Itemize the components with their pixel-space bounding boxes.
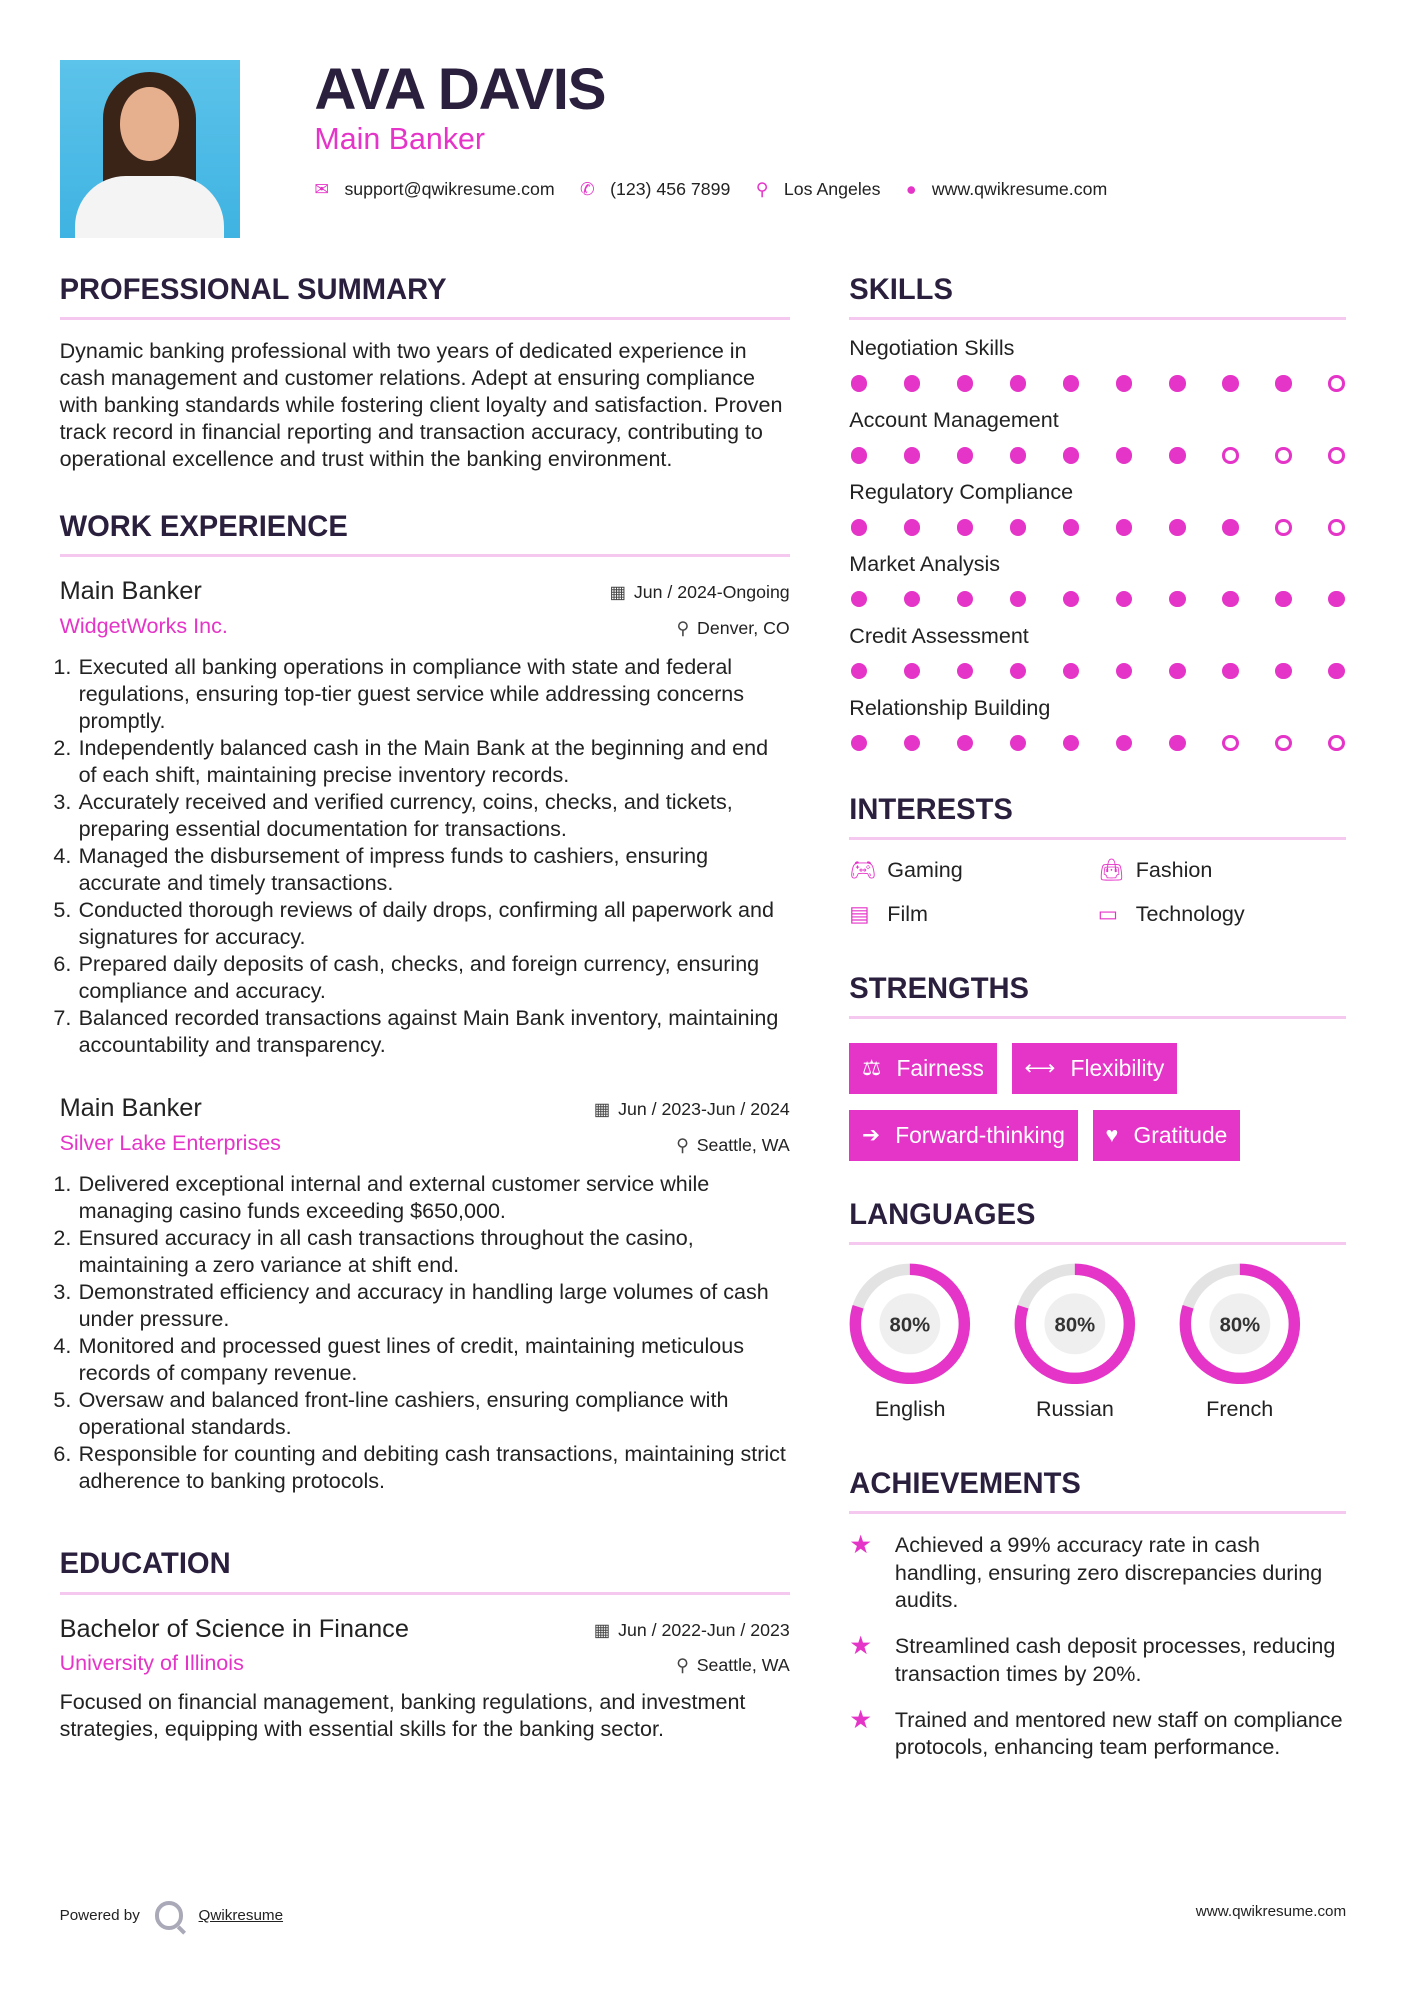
rating-dot-filled <box>904 519 920 535</box>
bullet-item: 6. Responsible for counting and debiting cash transactions, maintaining strict adherence to banking protocols. <box>77 1441 789 1495</box>
skill-item <box>849 336 1346 391</box>
strength-tag <box>849 1110 1077 1161</box>
interest-label: Gaming <box>887 858 963 883</box>
language-name: English <box>874 1397 946 1422</box>
rating-dot-empty <box>1328 447 1344 463</box>
footer-url[interactable]: www.qwikresume.com <box>1195 1902 1347 1920</box>
skill-name: Credit Assessment <box>849 623 1029 648</box>
rating-dot-filled <box>1063 591 1079 607</box>
strengths-section <box>849 973 1346 1161</box>
job-date <box>610 582 790 603</box>
strength-label: Flexibility <box>1070 1054 1165 1081</box>
experience-section <box>60 511 790 1496</box>
achievement-text: Streamlined cash deposit processes, reducing transaction times by 20%. <box>894 1634 1336 1686</box>
rating-dot-filled <box>1116 663 1132 679</box>
rating-dot-filled <box>1275 375 1291 391</box>
calendar-icon: ▦ <box>593 1619 611 1640</box>
interest-label: Fashion <box>1135 858 1213 883</box>
bullet-item: 2. Ensured accuracy in all cash transactions throughout the casino, maintaining a zero variance at shift end. <box>77 1225 789 1279</box>
candidate-title: Main Banker <box>314 121 486 156</box>
qwikresume-link[interactable]: Qwikresume <box>198 1907 284 1925</box>
profile-photo <box>60 60 240 239</box>
bullet-item: 1. Executed all banking operations in compliance with state and federal regulations, ensuring top-tier guest service while addressing concerns promptly. <box>77 654 789 735</box>
rating-dot-empty <box>1275 735 1291 751</box>
bullet-item: 4. Monitored and processed guest lines of credit, maintaining meticulous records of company revenue. <box>77 1333 789 1387</box>
rating-dot-filled <box>851 519 867 535</box>
education-date <box>594 1620 790 1641</box>
company-name: WidgetWorks Inc. <box>59 613 228 638</box>
rating-dot-filled <box>1116 519 1132 535</box>
strength-label: Fairness <box>896 1054 984 1081</box>
section-heading: INTERESTS <box>849 794 1346 840</box>
arrows-horizontal-icon: ⟷ <box>1024 1055 1056 1080</box>
rating-dot-filled <box>1010 663 1026 679</box>
location-text: Seattle, WA <box>696 1134 790 1155</box>
rating-dot-filled <box>957 375 973 391</box>
job-title: Main Banker <box>59 577 202 606</box>
date-text: Jun / 2022-Jun / 2023 <box>618 1619 790 1640</box>
bullet-item: 3. Demonstrated efficiency and accuracy in handling large volumes of cash under pressure. <box>77 1279 789 1333</box>
rating-dot-filled <box>1169 519 1185 535</box>
contact-row <box>314 179 1132 200</box>
rating-dot-filled <box>1116 591 1132 607</box>
envelope-icon: ✉ <box>314 178 330 199</box>
company-name: Silver Lake Enterprises <box>59 1130 281 1155</box>
rating-dot-filled <box>957 519 973 535</box>
rating-dot-filled <box>1010 591 1026 607</box>
summary-text: Dynamic banking professional with two years of dedicated experience in cash management and customer relations. Adept at ensuring compliance with banking standards while fostering client loyalty and satisfaction. Proven track record in financial reporting and transaction accuracy, contributing to operational excellence and trust within the banking environment. <box>59 338 783 471</box>
arrow-right-icon: ➔ <box>861 1123 880 1148</box>
skill-name: Regulatory Compliance <box>849 480 1074 505</box>
skill-name: Account Management <box>849 408 1059 433</box>
skill-item <box>849 552 1346 607</box>
rating-dot-filled <box>1063 375 1079 391</box>
rating-dot-filled <box>1010 735 1026 751</box>
rating-dot-filled <box>1010 375 1026 391</box>
rating-dot-filled <box>1063 519 1079 535</box>
gamepad-icon: 🎮︎ <box>849 858 877 883</box>
map-pin-icon: ⚲ <box>755 178 769 199</box>
section-heading: WORK EXPERIENCE <box>60 511 790 557</box>
rating-dot-filled <box>904 663 920 679</box>
location-text: Seattle, WA <box>696 1655 790 1676</box>
skill-rating <box>849 663 1346 679</box>
language-item <box>849 1263 971 1422</box>
qwikresume-logo-icon <box>155 1901 183 1929</box>
powered-by-text: Powered by <box>59 1907 140 1925</box>
job-date <box>594 1099 790 1120</box>
skill-rating <box>849 375 1346 391</box>
rating-dot-filled <box>851 447 867 463</box>
bullet-item: 1. Delivered exceptional internal and external customer service while managing casino funds exceeding $650,000. <box>77 1171 789 1225</box>
globe-icon: ● <box>905 178 917 199</box>
job-entry <box>60 577 790 1059</box>
rating-dot-filled <box>904 447 920 463</box>
skill-rating <box>849 519 1346 535</box>
language-percent: 80% <box>889 1314 931 1337</box>
section-heading: SKILLS <box>849 274 1346 320</box>
rating-dot-filled <box>904 591 920 607</box>
calendar-icon: ▦ <box>593 1099 611 1120</box>
rating-dot-filled <box>957 591 973 607</box>
achievement-item <box>849 1633 1346 1689</box>
shopping-bag-icon: 👜︎ <box>1097 858 1126 883</box>
education-location <box>676 1655 790 1676</box>
school: University of Illinois <box>59 1651 244 1676</box>
date-text: Jun / 2024-Ongoing <box>633 582 790 603</box>
star-icon: ★ <box>849 1632 873 1661</box>
bullet-item: 5. Oversaw and balanced front-line cashiers, ensuring compliance with operational standards. <box>77 1387 789 1441</box>
rating-dot-filled <box>1169 591 1185 607</box>
education-section <box>60 1548 790 1743</box>
rating-dot-filled <box>957 735 973 751</box>
rating-dot-filled <box>1063 447 1079 463</box>
skills-section <box>849 274 1346 751</box>
section-heading: PROFESSIONAL SUMMARY <box>60 274 790 320</box>
rating-dot-filled <box>1116 375 1132 391</box>
rating-dot-filled <box>1222 663 1238 679</box>
job-entry <box>60 1094 790 1495</box>
balance-scale-icon: ⚖ <box>861 1055 882 1080</box>
section-heading: ACHIEVEMENTS <box>849 1468 1346 1514</box>
language-progress-ring <box>1014 1263 1136 1385</box>
rating-dot-empty <box>1222 735 1238 751</box>
education-entry <box>60 1615 790 1743</box>
candidate-name: AVA DAVIS <box>314 56 606 122</box>
rating-dot-filled <box>851 591 867 607</box>
laptop-icon: ▭ <box>1097 902 1119 927</box>
interests-section <box>849 794 1346 927</box>
job-location <box>676 618 789 639</box>
rating-dot-filled <box>1010 519 1026 535</box>
skill-rating <box>849 735 1346 751</box>
right-column <box>849 274 1346 1763</box>
contact-phone[interactable]: (123) 456 7899 <box>610 178 731 199</box>
rating-dot-empty <box>1328 735 1344 751</box>
rating-dot-filled <box>1169 663 1185 679</box>
rating-dot-filled <box>1116 447 1132 463</box>
language-progress-ring <box>1179 1263 1301 1385</box>
strength-tag <box>1093 1110 1240 1161</box>
strength-tag <box>849 1043 996 1094</box>
rating-dot-empty <box>1275 519 1291 535</box>
calendar-icon: ▦ <box>609 582 627 603</box>
achievement-item <box>849 1532 1346 1616</box>
skill-name: Market Analysis <box>849 552 1001 577</box>
rating-dot-filled <box>1010 447 1026 463</box>
rating-dot-filled <box>957 447 973 463</box>
strength-label: Gratitude <box>1133 1122 1228 1149</box>
achievement-text: Achieved a 99% accuracy rate in cash handling, ensuring zero discrepancies during audits. <box>894 1532 1323 1613</box>
language-name: French <box>1206 1397 1274 1422</box>
rating-dot-filled <box>851 663 867 679</box>
language-item <box>1179 1263 1301 1422</box>
bullet-item: 2. Independently balanced cash in the Main Bank at the beginning and end of each shift, maintaining precise inventory records. <box>77 735 789 789</box>
education-text: Focused on financial management, banking regulations, and investment strategies, equipping with essential skills for the banking sector. <box>59 1690 746 1742</box>
rating-dot-filled <box>1328 663 1344 679</box>
language-item <box>1014 1263 1136 1422</box>
degree: Bachelor of Science in Finance <box>59 1614 409 1643</box>
pin-icon: ⚲ <box>676 617 690 638</box>
achievement-text: Trained and mentored new staff on compliance protocols, enhancing team performance. <box>894 1707 1343 1760</box>
interest-label: Technology <box>1135 902 1245 927</box>
languages-section <box>849 1199 1346 1422</box>
skill-item <box>849 624 1346 679</box>
rating-dot-filled <box>1063 735 1079 751</box>
skill-item <box>849 480 1346 535</box>
rating-dot-filled <box>1169 375 1185 391</box>
interest-item <box>1098 858 1346 883</box>
language-percent: 80% <box>1219 1314 1260 1337</box>
phone-icon: ✆ <box>579 178 595 199</box>
skill-item <box>849 696 1346 751</box>
heart-icon: ♥ <box>1105 1123 1119 1148</box>
interest-label: Film <box>887 902 928 927</box>
rating-dot-empty <box>1328 375 1344 391</box>
bullet-item: 3. Accurately received and verified currency, coins, checks, and tickets, preparing essential documentation for transactions. <box>77 789 789 843</box>
interest-item <box>1098 902 1346 927</box>
job-location <box>676 1135 790 1156</box>
contact-email[interactable]: support@qwikresume.com <box>344 178 555 199</box>
language-name: Russian <box>1036 1397 1114 1422</box>
skill-name: Relationship Building <box>849 695 1051 720</box>
rating-dot-filled <box>1169 447 1185 463</box>
rating-dot-filled <box>1222 591 1238 607</box>
rating-dot-empty <box>1275 447 1291 463</box>
skill-rating <box>849 591 1346 607</box>
achievements-section <box>849 1468 1346 1763</box>
job-title: Main Banker <box>59 1094 202 1123</box>
rating-dot-filled <box>1275 591 1291 607</box>
interest-item <box>849 858 1097 883</box>
rating-dot-filled <box>1328 591 1344 607</box>
rating-dot-empty <box>1222 447 1238 463</box>
bullet-item: 5. Conducted thorough reviews of daily drops, confirming all paperwork and signatures for accuracy. <box>77 897 789 951</box>
rating-dot-filled <box>851 375 867 391</box>
rating-dot-filled <box>957 663 973 679</box>
job-bullets <box>60 1171 790 1495</box>
rating-dot-filled <box>1275 663 1291 679</box>
star-icon: ★ <box>849 1530 873 1559</box>
pin-icon: ⚲ <box>676 1134 690 1155</box>
footer-powered-by <box>60 1901 283 1929</box>
skill-item <box>849 408 1346 463</box>
star-icon: ★ <box>849 1705 873 1734</box>
contact-location: Los Angeles <box>783 178 881 199</box>
rating-dot-filled <box>1222 519 1238 535</box>
rating-dot-filled <box>1222 375 1238 391</box>
rating-dot-filled <box>904 375 920 391</box>
strength-label: Forward-thinking <box>895 1122 1065 1149</box>
rating-dot-filled <box>1063 663 1079 679</box>
interest-item <box>849 902 1097 927</box>
section-heading: LANGUAGES <box>849 1199 1346 1245</box>
pin-icon: ⚲ <box>676 1655 690 1676</box>
date-text: Jun / 2023-Jun / 2024 <box>618 1099 790 1120</box>
skill-name: Negotiation Skills <box>849 336 1015 361</box>
location-text: Denver, CO <box>697 617 790 638</box>
contact-website[interactable]: www.qwikresume.com <box>931 178 1108 199</box>
language-percent: 80% <box>1054 1314 1096 1337</box>
bullet-item: 4. Managed the disbursement of impress funds to cashiers, ensuring accurate and timely transactions. <box>77 843 789 897</box>
bullet-item: 6. Prepared daily deposits of cash, checks, and foreign currency, ensuring compliance and accuracy. <box>77 951 789 1005</box>
achievement-item <box>849 1707 1346 1763</box>
rating-dot-filled <box>1169 735 1185 751</box>
language-progress-ring <box>849 1263 971 1385</box>
section-heading: EDUCATION <box>60 1548 790 1594</box>
skill-rating <box>849 447 1346 463</box>
rating-dot-filled <box>851 735 867 751</box>
strength-tag <box>1012 1043 1177 1094</box>
bullet-item: 7. Balanced recorded transactions against Main Bank inventory, maintaining accountability and transparency. <box>77 1005 789 1059</box>
rating-dot-filled <box>1116 735 1132 751</box>
section-heading: STRENGTHS <box>849 973 1346 1019</box>
rating-dot-filled <box>904 735 920 751</box>
job-bullets <box>60 654 790 1059</box>
rating-dot-empty <box>1328 519 1344 535</box>
summary-section <box>60 274 790 473</box>
left-column <box>60 274 790 1743</box>
film-icon: ▤ <box>849 902 870 927</box>
